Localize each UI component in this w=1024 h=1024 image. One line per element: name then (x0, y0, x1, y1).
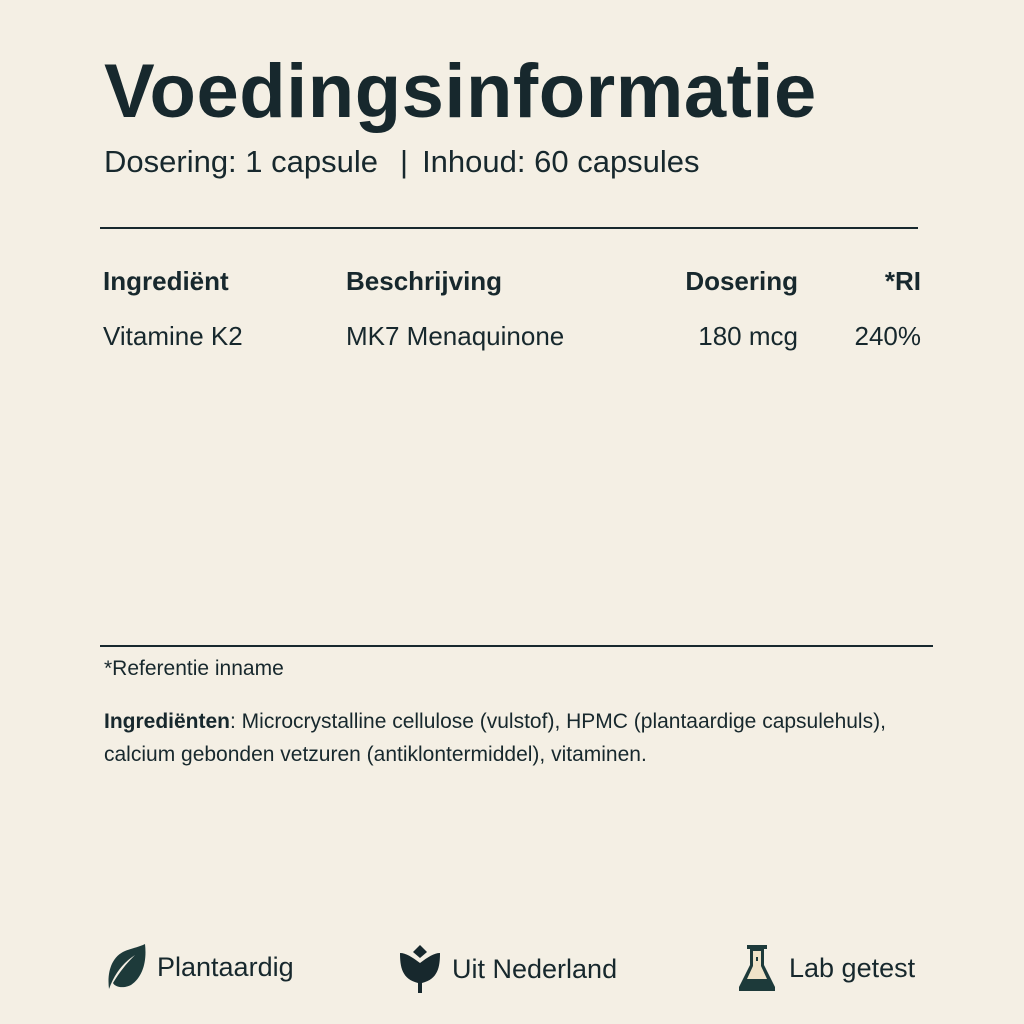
header-ingredient: Ingrediënt (103, 266, 229, 296)
top-divider (100, 227, 918, 229)
badge-label: Lab getest (789, 952, 916, 983)
bottom-divider (100, 645, 933, 647)
header-dosage: Dosering (685, 266, 798, 296)
cell-dosage: 180 mcg (698, 321, 798, 351)
cell-ri: 240% (854, 321, 921, 351)
cell-ingredient: Vitamine K2 (103, 321, 243, 351)
leaf-icon (105, 943, 147, 991)
separator: | (400, 144, 409, 179)
flask-icon (735, 943, 779, 993)
badge-plant-based (105, 943, 294, 991)
subtitle (104, 144, 700, 180)
badge-label: Uit Nederland (452, 953, 618, 984)
dosage-info: Dosering: 1 capsule (104, 144, 378, 179)
footnote: *Referentie inname (104, 657, 284, 680)
header-ri: *RI (884, 266, 921, 296)
header-description: Beschrijving (346, 266, 503, 296)
badge-netherlands (398, 943, 617, 995)
cell-description: MK7 Menaquinone (346, 321, 565, 351)
tulip-icon (398, 943, 442, 995)
page-title: Voedingsinformatie (104, 49, 817, 134)
ingredients-text (104, 705, 944, 771)
ingredients-list: : Microcrystalline cellulose (vulstof), HPMC (plantaardige capsulehuls), calcium gebonden vetzuren (antiklontermiddel), vitaminen. (104, 710, 886, 766)
ingredients-label: Ingrediënten (104, 710, 231, 733)
badge-label: Plantaardig (157, 951, 294, 982)
badge-lab-tested (735, 943, 915, 993)
content-info: Inhoud: 60 capsules (422, 144, 700, 179)
